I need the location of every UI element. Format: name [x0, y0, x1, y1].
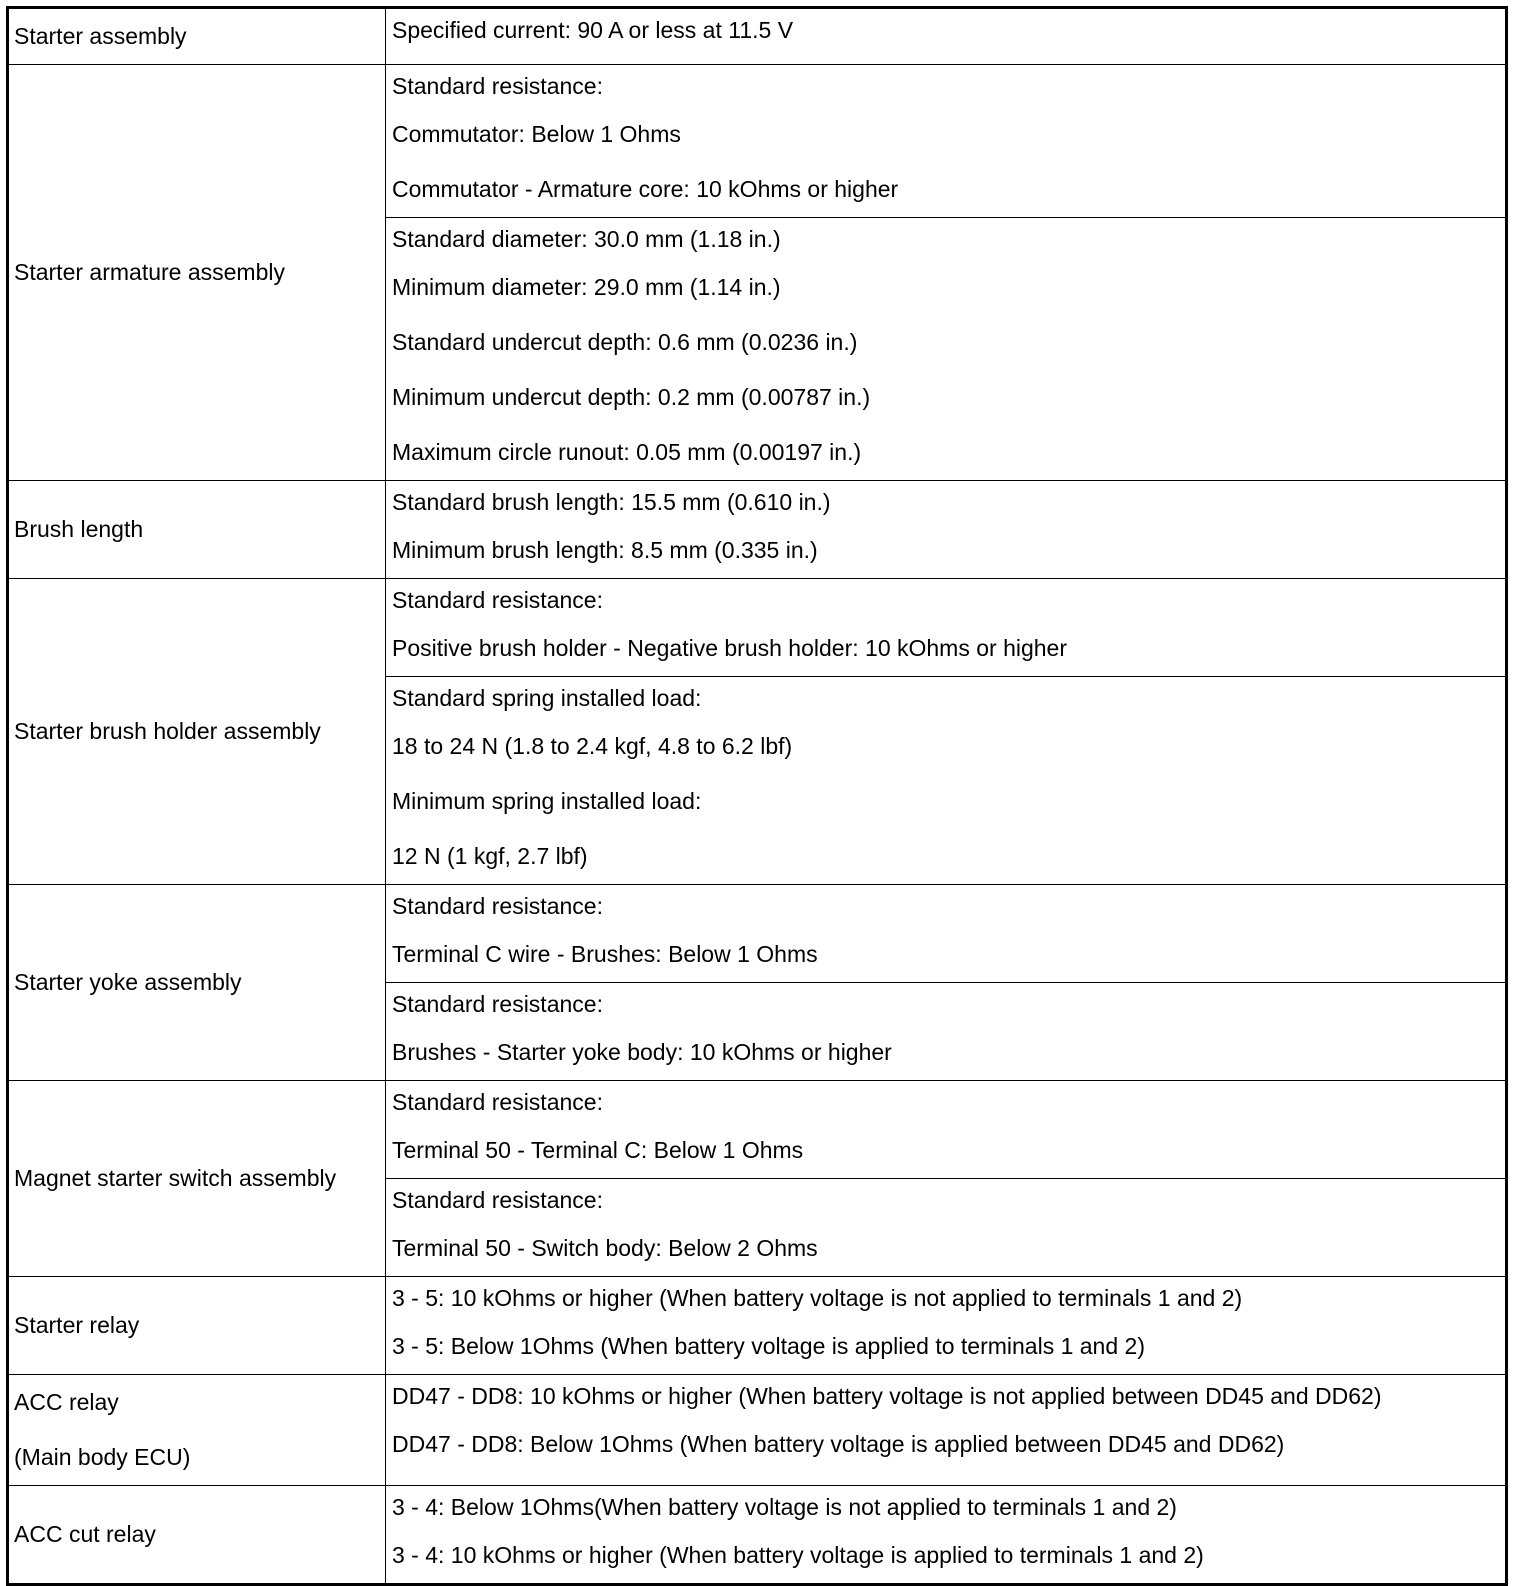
specification-cell	[386, 1277, 1507, 1375]
specification-line: Terminal 50 - Terminal C: Below 1 Ohms	[392, 1137, 804, 1163]
specification-line: Specified current: 90 A or less at 11.5 V	[392, 17, 794, 43]
specification-line: Standard undercut depth: 0.6 mm (0.0236 in.)	[392, 329, 858, 355]
specification-block	[392, 1081, 1501, 1178]
specification-cell	[386, 677, 1507, 885]
specification-line: 3 - 5: 10 kOhms or higher (When battery voltage is not applied to terminals 1 and 2)	[392, 1285, 1243, 1311]
specification-line: Brushes - Starter yoke body: 10 kOhms or higher	[392, 1039, 892, 1065]
specification-line: Commutator: Below 1 Ohms	[392, 121, 681, 147]
specification-line: Maximum circle runout: 0.05 mm (0.00197 in.)	[392, 439, 862, 465]
table-row	[8, 1081, 1507, 1179]
specification-cell	[386, 885, 1507, 983]
specification-cell	[386, 218, 1507, 481]
specification-block	[392, 1486, 1501, 1583]
specification-block	[392, 65, 1501, 217]
specification-block	[392, 1375, 1501, 1472]
part-name-cell	[8, 65, 386, 481]
table-row	[8, 65, 1507, 218]
part-name: ACC relay	[14, 1389, 119, 1415]
specification-block	[392, 9, 1501, 51]
specification-line: Standard brush length: 15.5 mm (0.610 in.)	[392, 489, 831, 515]
specification-line: Minimum brush length: 8.5 mm (0.335 in.)	[392, 537, 818, 563]
part-name-cell	[8, 1486, 386, 1585]
part-name: Starter armature assembly	[14, 259, 285, 285]
specification-line: Standard diameter: 30.0 mm (1.18 in.)	[392, 226, 781, 252]
specification-line: Standard resistance:	[392, 991, 603, 1017]
specification-cell	[386, 1486, 1507, 1585]
table-row	[8, 885, 1507, 983]
part-name: ACC cut relay	[14, 1521, 156, 1547]
specification-block	[392, 218, 1501, 480]
specification-cell	[386, 481, 1507, 579]
specification-line: Standard resistance:	[392, 587, 603, 613]
specification-table	[6, 6, 1508, 1586]
specification-block	[392, 1179, 1501, 1276]
specification-cell	[386, 8, 1507, 65]
specification-line: Terminal 50 - Switch body: Below 2 Ohms	[392, 1235, 818, 1261]
specification-line: Standard resistance:	[392, 1089, 603, 1115]
part-name: (Main body ECU)	[14, 1444, 191, 1470]
specification-line: DD47 - DD8: 10 kOhms or higher (When battery voltage is not applied between DD45 and DD62)	[392, 1383, 1382, 1409]
part-name: Starter assembly	[14, 23, 187, 49]
specification-line: Positive brush holder - Negative brush holder: 10 kOhms or higher	[392, 635, 1068, 661]
specification-line: 3 - 4: 10 kOhms or higher (When battery voltage is applied to terminals 1 and 2)	[392, 1542, 1204, 1568]
specification-line: Standard spring installed load:	[392, 685, 702, 711]
part-name-cell	[8, 579, 386, 885]
specification-line: Minimum undercut depth: 0.2 mm (0.00787 in.)	[392, 384, 871, 410]
part-name: Starter relay	[14, 1312, 140, 1338]
part-name-cell	[8, 481, 386, 579]
table-row	[8, 8, 1507, 65]
table-row	[8, 1375, 1507, 1486]
part-name: Brush length	[14, 516, 144, 542]
specification-line: DD47 - DD8: Below 1Ohms (When battery voltage is applied between DD45 and DD62)	[392, 1431, 1285, 1457]
specification-line: Commutator - Armature core: 10 kOhms or higher	[392, 176, 899, 202]
specification-line: 18 to 24 N (1.8 to 2.4 kgf, 4.8 to 6.2 lbf)	[392, 733, 793, 759]
table-row	[8, 579, 1507, 677]
specification-block	[392, 677, 1501, 884]
specification-line: Terminal C wire - Brushes: Below 1 Ohms	[392, 941, 818, 967]
part-name-cell	[8, 1277, 386, 1375]
part-name-cell	[8, 1375, 386, 1486]
table-row	[8, 481, 1507, 579]
part-name: Magnet starter switch assembly	[14, 1165, 337, 1191]
table-row	[8, 1277, 1507, 1375]
specification-table-body	[8, 8, 1507, 1585]
specification-cell	[386, 1179, 1507, 1277]
specification-line: Standard resistance:	[392, 73, 603, 99]
specification-cell	[386, 1081, 1507, 1179]
specification-line: Minimum diameter: 29.0 mm (1.14 in.)	[392, 274, 781, 300]
specification-cell	[386, 1375, 1507, 1486]
specification-line: Minimum spring installed load:	[392, 788, 702, 814]
specification-line: 3 - 5: Below 1Ohms (When battery voltage is applied to terminals 1 and 2)	[392, 1333, 1145, 1359]
specification-line: Standard resistance:	[392, 893, 603, 919]
part-name: Starter yoke assembly	[14, 969, 242, 995]
specification-line: 3 - 4: Below 1Ohms(When battery voltage is not applied to terminals 1 and 2)	[392, 1494, 1177, 1520]
specification-block	[392, 1277, 1501, 1374]
specification-cell	[386, 65, 1507, 218]
part-name-cell	[8, 1081, 386, 1277]
table-row	[8, 1486, 1507, 1585]
specification-line: Standard resistance:	[392, 1187, 603, 1213]
part-name: Starter brush holder assembly	[14, 718, 321, 744]
part-name-cell	[8, 8, 386, 65]
specification-block	[392, 481, 1501, 578]
part-name-cell	[8, 885, 386, 1081]
specification-cell	[386, 579, 1507, 677]
specification-block	[392, 983, 1501, 1080]
specification-line: 12 N (1 kgf, 2.7 lbf)	[392, 843, 588, 869]
specification-block	[392, 885, 1501, 982]
specification-cell	[386, 983, 1507, 1081]
specification-block	[392, 579, 1501, 676]
